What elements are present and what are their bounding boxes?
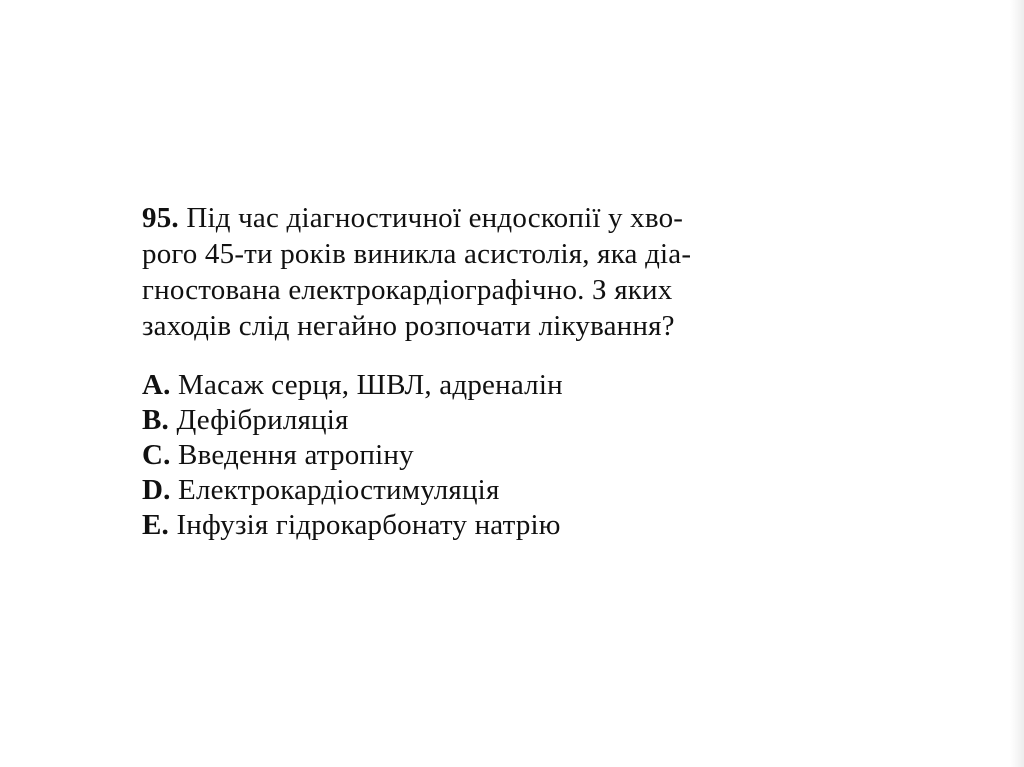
answer-option-e xyxy=(142,508,842,543)
answer-option-c xyxy=(142,438,842,473)
answer-option-text: Дефібриляція xyxy=(176,404,349,436)
question-stem-line-4 xyxy=(142,308,842,344)
question-stem xyxy=(142,200,842,344)
answer-option-letter: C. xyxy=(142,439,171,471)
answer-option-text: Інфузія гідрокарбонату натрію xyxy=(176,509,561,541)
question-block xyxy=(142,200,842,543)
answer-option-b xyxy=(142,403,842,438)
question-text-line-4: заходів слід негайно розпочати лікування? xyxy=(142,310,675,342)
question-text-line-3: гностована електрокардіографічно. З яких xyxy=(142,274,673,306)
answer-option-d xyxy=(142,473,842,508)
question-number: 95. xyxy=(142,202,179,234)
question-stem-line-2 xyxy=(142,236,842,272)
question-stem-line-3 xyxy=(142,272,842,308)
question-text-line-2: рого 45-ти років виникла асистолія, яка діа- xyxy=(142,238,692,270)
answer-option-letter: D. xyxy=(142,474,171,506)
answer-option-letter: E. xyxy=(142,509,169,541)
answer-option-letter: A. xyxy=(142,369,171,401)
answer-option-text: Масаж серця, ШВЛ, адреналін xyxy=(178,369,563,401)
question-text-line-1: Під час діагностичної ендоскопії у хво- xyxy=(186,202,684,234)
question-stem-line-1 xyxy=(142,200,842,236)
answer-option-text: Електрокардіостимуляція xyxy=(178,474,500,506)
answer-option-a xyxy=(142,368,842,403)
answer-options xyxy=(142,368,842,543)
answer-option-letter: B. xyxy=(142,404,169,436)
answer-option-text: Введення атропіну xyxy=(178,439,414,471)
page-edge-shadow xyxy=(1010,0,1024,767)
